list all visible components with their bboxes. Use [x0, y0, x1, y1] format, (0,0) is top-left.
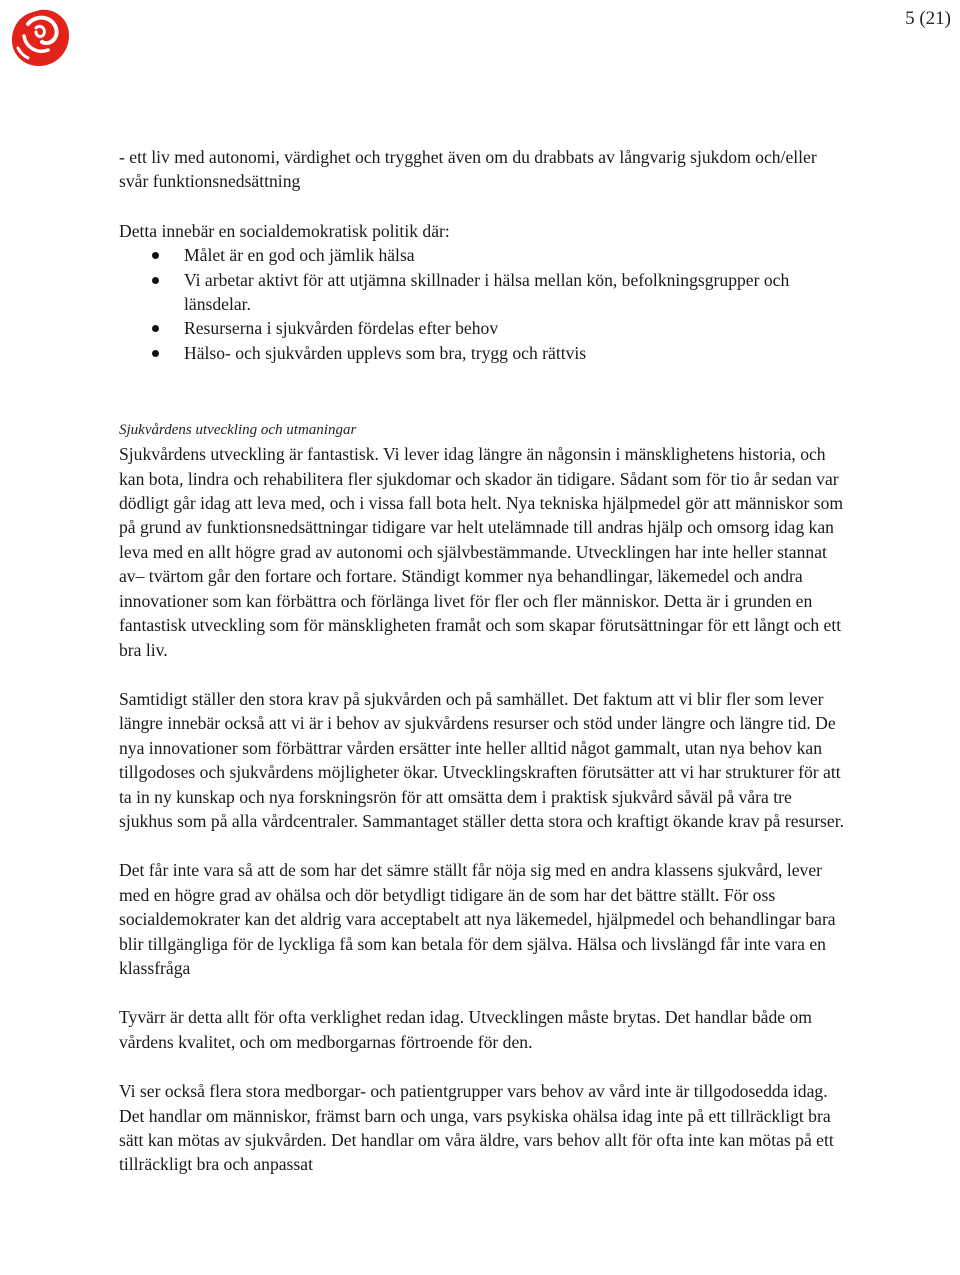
body-paragraph: Sjukvårdens utveckling är fantastisk. Vi lever idag längre än någonsin i mänsklighetens historia, och kan bota, lindra och rehabilitera fler sjukdomar och skador än tidigare. Sådant som för tio år sedan var dödligt går idag att leva med, och i vissa fall bota helt. Nya tekniska hjälpmedel gör att människor som på grund av funktionsnedsättningar tidigare var helt utelämnade till andras hjälp och omsorg idag kan leva med en allt högre grad av autonomi och självbestämmande. Utvecklingen har inte heller stannat av– tvärtom går den fortare och fortare. Ständigt kommer nya behandlingar, läkemedel och andra innovationer som kan förbättra och förlänga livet för fler och fler människor. Detta är i grunden en fantastisk utveckling som för mänskligheten framåt och som skapar förutsättningar för ett långt och ett bra liv. [119, 444, 844, 660]
section-heading: Sjukvårdens utveckling och utmaningar [119, 422, 357, 439]
policy-lead: Detta innebär en socialdemokratisk politik där: [119, 220, 450, 241]
bullet-item: Hälso- och sjukvården upplevs som bra, trygg och rättvis [119, 341, 849, 365]
document-body [119, 145, 849, 1177]
body-paragraph: Det får inte vara så att de som har det sämre ställt får nöja sig med en andra klassens sjukvård, lever med en högre grad av ohälsa och dör betydligt tidigare än de som har det bättre ställt. För oss socialdemokrater kan det aldrig vara acceptabelt att nya läkemedel, hjälpmedel och behandlingar bara blir tillgängliga för de lyckliga få som kan betala för dem själva. Hälsa och livslängd får inte vara en klassfråga [119, 860, 836, 978]
intro-line: - ett liv med autonomi, värdighet och trygghet även om du drabbats av långvarig sjukdom och/eller svår funktionsnedsättning [119, 147, 817, 192]
body-paragraph: Tyvärr är detta allt för ofta verklighet redan idag. Utvecklingen måste brytas. Det handlar både om vårdens kvalitet, och om medborgarnas förtroende för den. [119, 1007, 812, 1052]
page-number: 5 (21) [905, 8, 951, 29]
policy-bullet-list [119, 243, 849, 365]
bullet-item: Resurserna i sjukvården fördelas efter behov [119, 316, 849, 340]
body-paragraph: Vi ser också flera stora medborgar- och patientgrupper vars behov av vård inte är tillgodosedda idag. Det handlar om människor, främst barn och unga, vars psykiska ohälsa idag inte på ett tillräckligt bra sätt kan mötas av sjukvården. Det handlar om våra äldre, vars behov allt för ofta inte kan mötas på ett tillräckligt bra och anpassat [119, 1081, 834, 1175]
bullet-item: Målet är en god och jämlik hälsa [119, 243, 849, 267]
red-rose-logo-icon [6, 4, 74, 72]
body-paragraph: Samtidigt ställer den stora krav på sjukvården och på samhället. Det faktum att vi blir fler som lever längre innebär också att vi är i behov av sjukvårdens resurser och stöd under längre och längre tid. De nya innovationer som förbättrar vården ersätter inte heller alltid något gammalt, utan nya behov kan tillgodoses och sjukvårdens möjligheter ökar. Utvecklingskraften förutsätter att vi har strukturer för att ta in ny kunskap och nya forskningsrön för att omsätta dem i praktisk sjukvård såväl på våra tre sjukhus som på alla vårdcentraler. Sammantaget ställer detta stora och kraftigt ökande krav på resurser. [119, 688, 845, 831]
bullet-item: Vi arbetar aktivt för att utjämna skillnader i hälsa mellan kön, befolkningsgrupper och länsdelar. [119, 268, 849, 317]
